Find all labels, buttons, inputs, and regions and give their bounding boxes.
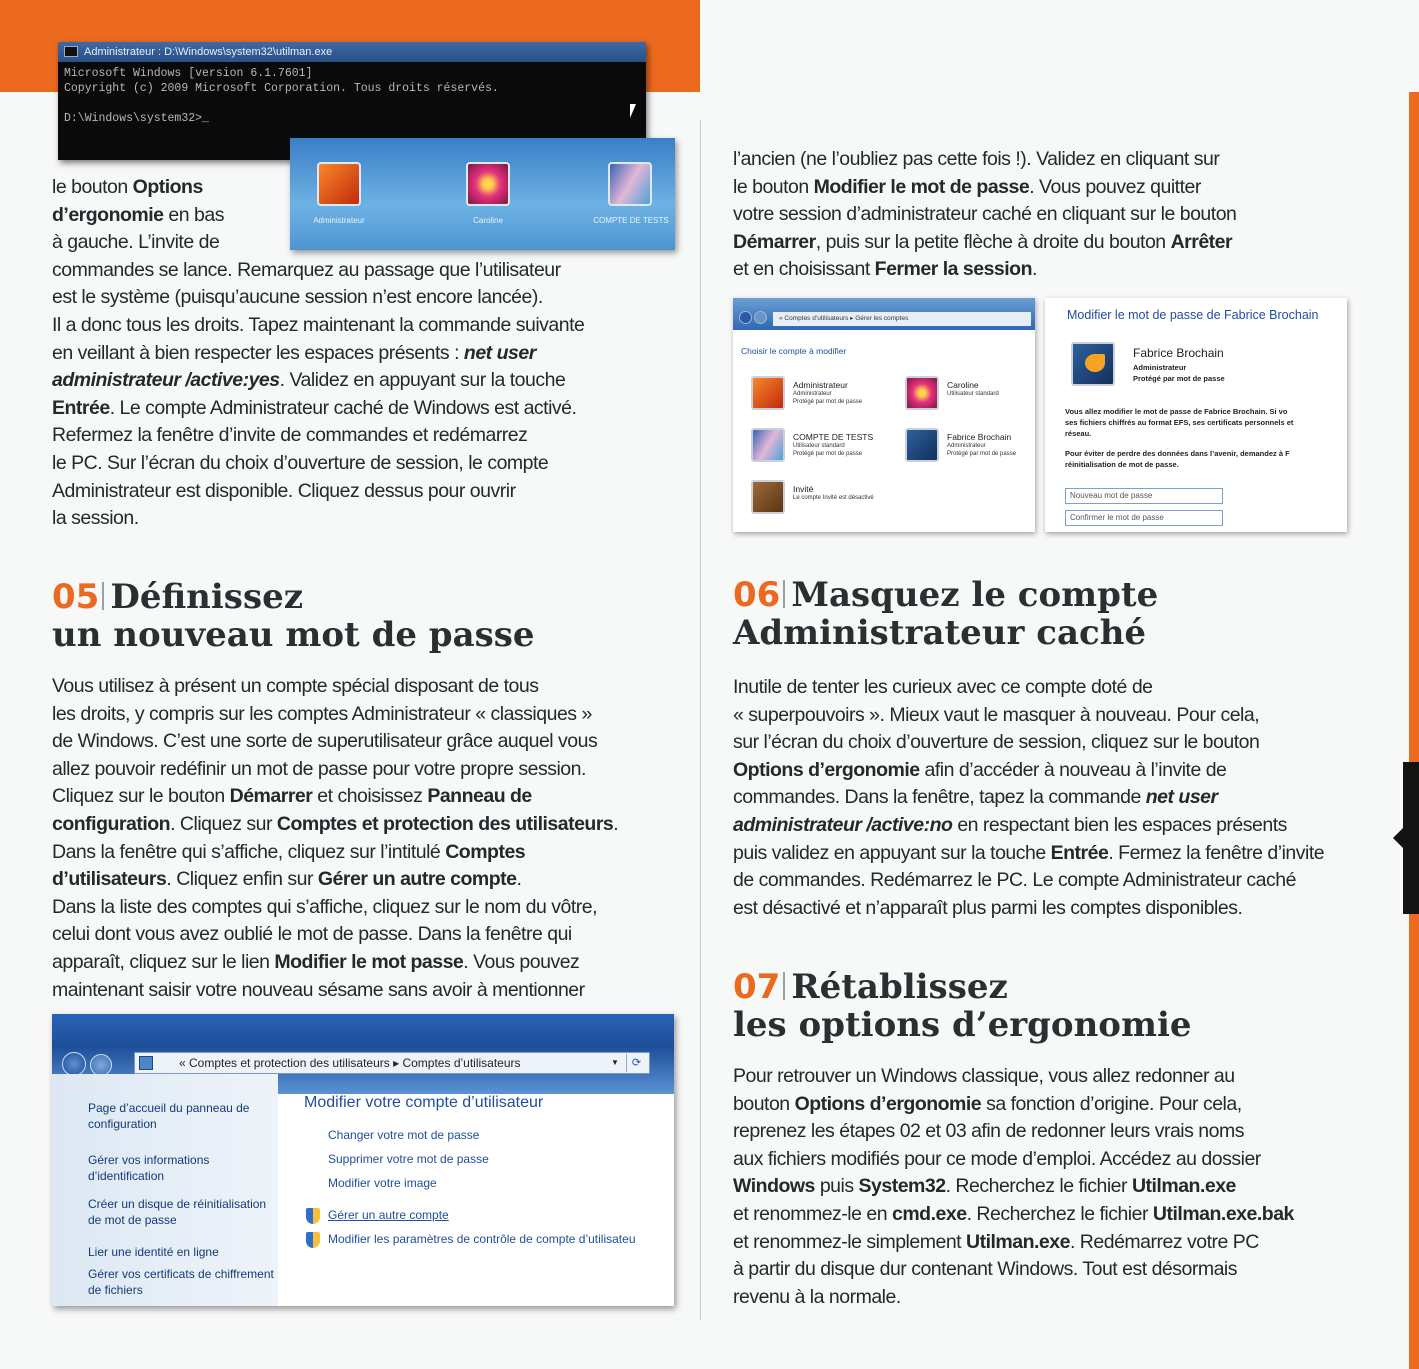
bold-run: Gérer un autre compte xyxy=(317,868,517,891)
text-line xyxy=(52,811,692,839)
text-run: . Le compte Administrateur caché de Windows est activé. xyxy=(109,396,577,419)
bold-run: Entrée xyxy=(52,396,110,419)
bold-run: Options xyxy=(132,176,203,198)
text-line xyxy=(52,395,692,423)
text-line xyxy=(733,784,1383,812)
control-panel-screenshot xyxy=(52,1014,674,1306)
text-line xyxy=(52,284,692,312)
confirm-password-input[interactable]: Confirmer le mot de passe xyxy=(1065,510,1223,526)
user-label: Administrateur xyxy=(313,216,365,225)
account-name: Fabrice Brochain xyxy=(1133,346,1224,360)
bold-run: Fermer la session xyxy=(874,258,1033,281)
text-run: . Recherchez le fichier xyxy=(966,1202,1153,1225)
text-line xyxy=(52,701,692,729)
text-line xyxy=(52,783,692,811)
bold-run: Entrée xyxy=(1050,841,1109,864)
user-label: COMPTE DE TESTS xyxy=(593,216,669,225)
text-run: . xyxy=(613,812,619,835)
heading-line: Définissez xyxy=(110,577,304,617)
text-run: et renommez-le en xyxy=(733,1202,892,1225)
text-line xyxy=(733,1229,1383,1257)
avatar xyxy=(905,428,939,462)
control-panel-icon xyxy=(139,1056,153,1070)
sidebar-link[interactable]: Page d’accueil du panneau de configuration xyxy=(88,1101,250,1131)
bold-run: cmd.exe xyxy=(892,1202,967,1225)
left-intro-text xyxy=(52,174,692,533)
text-run: afin d’accéder à nouveau à l’invite de xyxy=(919,758,1227,781)
warning-text: Pour éviter de perdre des données dans l’avenir, demandez à F réinitialisation de mot de passe. xyxy=(1065,449,1290,469)
heading-line: Administrateur caché xyxy=(733,613,1147,653)
text-line xyxy=(52,478,692,506)
text-line xyxy=(52,312,692,340)
account-item[interactable] xyxy=(905,428,1045,468)
chevron-down-icon[interactable]: ▼ xyxy=(611,1058,619,1067)
address-bar[interactable] xyxy=(134,1052,650,1074)
text-run: Pour retrouver un Windows classique, vous allez redonner au xyxy=(733,1065,1235,1087)
text-line xyxy=(52,229,692,257)
bold-run: Démarrer xyxy=(229,785,313,808)
column-divider xyxy=(700,120,701,1320)
text-line xyxy=(52,866,692,894)
page-side-tab xyxy=(1403,762,1419,914)
account-status: Administrateur Protégé par mot de passe xyxy=(947,443,1017,457)
heading-separator xyxy=(783,972,785,1000)
text-line xyxy=(52,756,692,784)
bold-run: Options d’ergonomie xyxy=(794,1092,982,1115)
command-run: net user xyxy=(1145,786,1218,809)
account-name: Caroline xyxy=(947,380,979,390)
forward-icon[interactable] xyxy=(754,311,767,324)
page-edge-top xyxy=(1409,0,1419,92)
user-label: Caroline xyxy=(473,216,503,225)
avatar xyxy=(751,428,785,462)
text-run: . Vous pouvez xyxy=(463,950,580,973)
uac-shield-icon xyxy=(306,1208,320,1224)
text-run: de Windows. C’est une sorte de superutilisateur grâce auquel vous xyxy=(52,730,598,753)
text-run: et en choisissant xyxy=(733,258,875,281)
panel-title: Modifier le mot de passe de Fabrice Brochain xyxy=(1067,308,1319,322)
text-line xyxy=(52,174,692,202)
cmd-line: D:\Windows\system32>_ xyxy=(64,112,209,125)
heading-separator xyxy=(783,580,785,608)
right-intro-text xyxy=(733,146,1373,284)
address-bar[interactable]: « Comptes d’utilisateurs ▸ Gérer les comptes xyxy=(773,312,1031,326)
account-status: Administrateur Protégé par mot de passe xyxy=(1133,363,1225,383)
text-run: , puis sur la petite flèche à droite du bouton xyxy=(815,230,1171,253)
cmd-output xyxy=(58,62,646,130)
refresh-icon[interactable]: ⟳ xyxy=(626,1054,646,1072)
bold-run: Windows xyxy=(733,1175,815,1198)
account-item[interactable] xyxy=(751,376,891,416)
text-run: . Redémarrez votre PC xyxy=(1069,1230,1259,1253)
heading-line: Rétablissez xyxy=(791,967,1008,1007)
section-number: 05 xyxy=(52,577,100,617)
manage-another-account-link[interactable]: Gérer un autre compte xyxy=(328,1208,449,1222)
text-line xyxy=(733,146,1373,174)
text-run: de commandes. Redémarrez le PC. Le compte Administrateur caché xyxy=(733,869,1296,892)
text-line xyxy=(733,812,1383,840)
section-number: 06 xyxy=(733,575,781,615)
text-run: Inutile de tenter les curieux avec ce compte doté de xyxy=(733,676,1153,698)
bold-run: System32 xyxy=(858,1175,946,1198)
bold-run: Modifier le mot de passe xyxy=(813,175,1030,198)
text-line xyxy=(733,729,1383,757)
text-line xyxy=(733,229,1373,257)
text-line xyxy=(52,367,692,395)
forward-arrow-icon[interactable] xyxy=(90,1054,112,1076)
orange-page-edge xyxy=(1409,92,1419,1369)
panel-title: Choisir le compte à modifier xyxy=(741,346,847,356)
text-line xyxy=(733,174,1373,202)
avatar xyxy=(905,376,939,410)
heading-line: Masquez le compte xyxy=(791,575,1159,615)
text-line xyxy=(733,1146,1383,1174)
heading-line: les options d’ergonomie xyxy=(733,1005,1192,1045)
text-run: bouton xyxy=(733,1092,795,1115)
text-run: . Recherchez le fichier xyxy=(945,1175,1132,1198)
text-line xyxy=(733,1284,1383,1312)
account-name: Administrateur xyxy=(793,380,848,390)
cmd-title: Administrateur : D:\Windows\system32\utilman.exe xyxy=(84,46,333,58)
text-line xyxy=(52,257,692,285)
back-icon[interactable] xyxy=(739,311,752,324)
warning-text: Vous allez modifier le mot de passe de Fabrice Brochain. Si vo ses fichiers chiffrés au format EFS, ses certificats personnels et réseau. xyxy=(1065,407,1294,438)
text-line xyxy=(733,674,1383,702)
uac-settings-link[interactable]: Modifier les paramètres de contrôle de compte d’utilisateu xyxy=(328,1232,636,1246)
avatar xyxy=(1071,342,1115,386)
text-run: l’ancien (ne l’oubliez pas cette fois !). Validez en cliquant sur xyxy=(733,148,1220,170)
text-line xyxy=(733,1201,1383,1229)
text-line xyxy=(733,201,1373,229)
text-run: Dans la liste des comptes qui s’affiche, cliquez sur le nom du vôtre, xyxy=(52,895,598,918)
text-run: le bouton xyxy=(733,175,814,198)
account-status: Le compte Invité est désactivé xyxy=(793,495,874,501)
mouse-pointer-icon xyxy=(630,104,636,118)
text-run: et renommez-le simplement xyxy=(733,1230,966,1253)
account-status: Utilisateur standard xyxy=(947,391,999,397)
heading-line: un nouveau mot de passe xyxy=(52,615,535,655)
sidebar xyxy=(52,1074,278,1306)
uac-shield-icon xyxy=(306,1232,320,1248)
text-run: commandes se lance. Remarquez au passage que l’utilisateur xyxy=(52,258,561,281)
text-line xyxy=(52,422,692,450)
manage-accounts-screenshot xyxy=(733,298,1035,532)
text-line xyxy=(733,256,1373,284)
text-run: maintenant saisir votre nouveau sésame sans avoir à mentionner xyxy=(52,978,585,1001)
text-run: sa fonction d’origine. Pour cela, xyxy=(981,1092,1242,1115)
text-run: en respectant bien les espaces présents xyxy=(952,813,1287,836)
text-line xyxy=(52,673,692,701)
text-run: Il a donc tous les droits. Tapez maintenant la commande suivante xyxy=(52,313,585,336)
text-line xyxy=(733,840,1383,868)
text-line xyxy=(52,949,692,977)
sidebar-link[interactable]: Gérer vos certificats de chiffrement de fichiers xyxy=(88,1267,274,1297)
page-title: Modifier votre compte d’utilisateur xyxy=(304,1094,544,1111)
text-line xyxy=(52,505,692,533)
bold-run: Arrêter xyxy=(1170,230,1233,253)
text-run: le bouton xyxy=(52,176,133,198)
text-run: en veillant à bien respecter les espaces présents : xyxy=(52,341,464,364)
heading-separator xyxy=(102,582,104,610)
breadcrumb: « Comptes et protection des utilisateurs ▸ Comptes d’utilisateurs xyxy=(179,1056,521,1070)
text-line xyxy=(733,867,1383,895)
section-06-body xyxy=(733,674,1383,922)
text-run: à partir du disque dur contenant Windows. Tout est désormais xyxy=(733,1258,1238,1281)
account-name: Invité xyxy=(793,484,814,494)
cmd-app-icon xyxy=(64,46,78,57)
text-run: . xyxy=(516,868,522,891)
text-line xyxy=(52,450,692,478)
bold-run: d’ergonomie xyxy=(52,203,164,226)
bold-run: Panneau de xyxy=(427,785,532,808)
text-line xyxy=(52,921,692,949)
text-line xyxy=(52,728,692,756)
account-name: COMPTE DE TESTS xyxy=(793,432,874,442)
bold-run: Démarrer xyxy=(733,230,816,253)
text-run: puis validez en appuyant sur la touche xyxy=(733,841,1051,864)
text-run: les droits, y compris sur les comptes Administrateur « classiques » xyxy=(52,702,592,725)
section-06-heading xyxy=(733,576,1393,652)
bold-run: Utilman.exe xyxy=(966,1230,1070,1253)
text-line xyxy=(52,202,692,230)
text-run: . Vous pouvez quitter xyxy=(1029,175,1201,198)
command-run: administrateur /active:no xyxy=(733,813,953,836)
text-run: apparaît, cliquez sur le lien xyxy=(52,950,275,973)
text-run: Dans la fenêtre qui s’affiche, cliquez sur l’intitulé xyxy=(52,840,446,863)
text-line xyxy=(733,1256,1383,1284)
new-password-input[interactable]: Nouveau mot de passe xyxy=(1065,488,1223,504)
text-run: « superpouvoirs ». Mieux vaut le masquer à nouveau. Pour cela, xyxy=(733,703,1260,726)
bold-run: Modifier le mot passe xyxy=(274,950,464,973)
sidebar-link[interactable]: Gérer vos informations d’identification xyxy=(88,1153,210,1183)
section-07-body xyxy=(733,1063,1383,1311)
back-arrow-icon[interactable] xyxy=(62,1052,86,1076)
cmd-line: Microsoft Windows [version 6.1.7601] xyxy=(64,67,313,80)
text-run: sur l’écran du choix d’ouverture de session, cliquez sur le bouton xyxy=(733,731,1260,754)
text-run: la session. xyxy=(52,507,139,530)
sidebar-link[interactable]: Créer un disque de réinitialisation de mot de passe xyxy=(88,1197,267,1227)
text-run: revenu à la normale. xyxy=(733,1285,901,1308)
account-status: Administrateur Protégé par mot de passe xyxy=(793,391,863,405)
text-line xyxy=(733,1173,1383,1201)
text-line xyxy=(733,895,1383,923)
text-run: est le système (puisqu’aucune session n’est encore lancée). xyxy=(52,286,543,309)
text-run: Refermez la fenêtre d’invite de commandes et redémarrez xyxy=(52,424,528,447)
text-run: puis xyxy=(814,1175,859,1198)
text-run: . xyxy=(1032,258,1037,281)
change-password-screenshot xyxy=(1045,298,1347,532)
text-run: . Cliquez sur xyxy=(170,812,277,835)
explorer-toolbar xyxy=(733,298,1035,330)
account-name: Fabrice Brochain xyxy=(947,432,1012,442)
section-number: 07 xyxy=(733,967,781,1007)
text-run: aux fichiers modifiés pour ce mode d’emploi. Accédez au dossier xyxy=(733,1147,1261,1170)
account-status: Utilisateur standard Protégé par mot de passe xyxy=(793,443,863,457)
text-run: . Validez en appuyant sur la touche xyxy=(279,369,566,392)
sidebar-link[interactable]: Lier une identité en ligne xyxy=(88,1245,219,1259)
text-run: à gauche. L’invite de xyxy=(52,231,220,254)
avatar xyxy=(751,480,785,514)
account-item[interactable] xyxy=(905,376,1045,416)
text-run: en bas xyxy=(163,203,224,226)
bold-run: Comptes et protection des utilisateurs xyxy=(276,812,614,835)
bold-run: d’utilisateurs xyxy=(52,868,167,891)
text-run: celui dont vous avez oublié le mot de passe. Dans la fenêtre qui xyxy=(52,923,572,946)
text-run: est désactivé et n’apparaît plus parmi les comptes disponibles. xyxy=(733,896,1243,919)
text-run: Administrateur est disponible. Cliquez dessus pour ouvrir xyxy=(52,479,516,502)
bold-run: Utilman.exe xyxy=(1131,1175,1236,1198)
cmd-line xyxy=(64,96,640,111)
bold-run: Utilman.exe.bak xyxy=(1152,1202,1294,1225)
text-run: . Fermez la fenêtre d’invite xyxy=(1108,841,1325,864)
text-run: le PC. Sur l’écran du choix d’ouverture de session, le compte xyxy=(52,451,549,474)
account-item[interactable] xyxy=(751,480,891,520)
account-item[interactable] xyxy=(751,428,891,468)
section-07-heading xyxy=(733,968,1393,1044)
text-line xyxy=(733,702,1383,730)
bold-run: Options d’ergonomie xyxy=(733,758,920,781)
cmd-line: Copyright (c) 2009 Microsoft Corporation. Tous droits réservés. xyxy=(64,82,499,95)
text-run: Vous utilisez à présent un compte spécial disposant de tous xyxy=(52,675,539,697)
avatar xyxy=(751,376,785,410)
text-line xyxy=(52,340,692,368)
text-line xyxy=(733,1063,1383,1091)
text-line xyxy=(733,1118,1383,1146)
text-line xyxy=(733,1091,1383,1119)
change-password-link[interactable]: Changer votre mot de passe xyxy=(328,1128,480,1142)
text-line xyxy=(733,757,1383,785)
change-picture-link[interactable]: Modifier votre image xyxy=(328,1176,437,1190)
text-run: reprenez les étapes 02 et 03 afin de redonner leurs vrais noms xyxy=(733,1120,1244,1143)
text-run: allez pouvoir redéfinir un mot de passe pour votre propre session. xyxy=(52,757,586,780)
text-run: et choisissez xyxy=(312,785,428,808)
bold-run: configuration xyxy=(52,812,171,835)
remove-password-link[interactable]: Supprimer votre mot de passe xyxy=(328,1152,489,1166)
bold-run: Comptes xyxy=(445,840,526,863)
text-run: . Cliquez enfin sur xyxy=(166,868,318,891)
section-05-heading xyxy=(52,578,692,654)
command-run: net user xyxy=(463,341,536,364)
text-line xyxy=(52,839,692,867)
cmd-title-bar xyxy=(58,42,646,62)
section-05-body xyxy=(52,673,692,1004)
text-run: commandes. Dans la fenêtre, tapez la commande xyxy=(733,786,1146,809)
text-run: Cliquez sur le bouton xyxy=(52,785,230,808)
text-line xyxy=(52,977,692,1005)
command-run: administrateur /active:yes xyxy=(52,369,280,392)
text-run: votre session d’administrateur caché en cliquant sur le bouton xyxy=(733,203,1237,226)
text-line xyxy=(52,894,692,922)
